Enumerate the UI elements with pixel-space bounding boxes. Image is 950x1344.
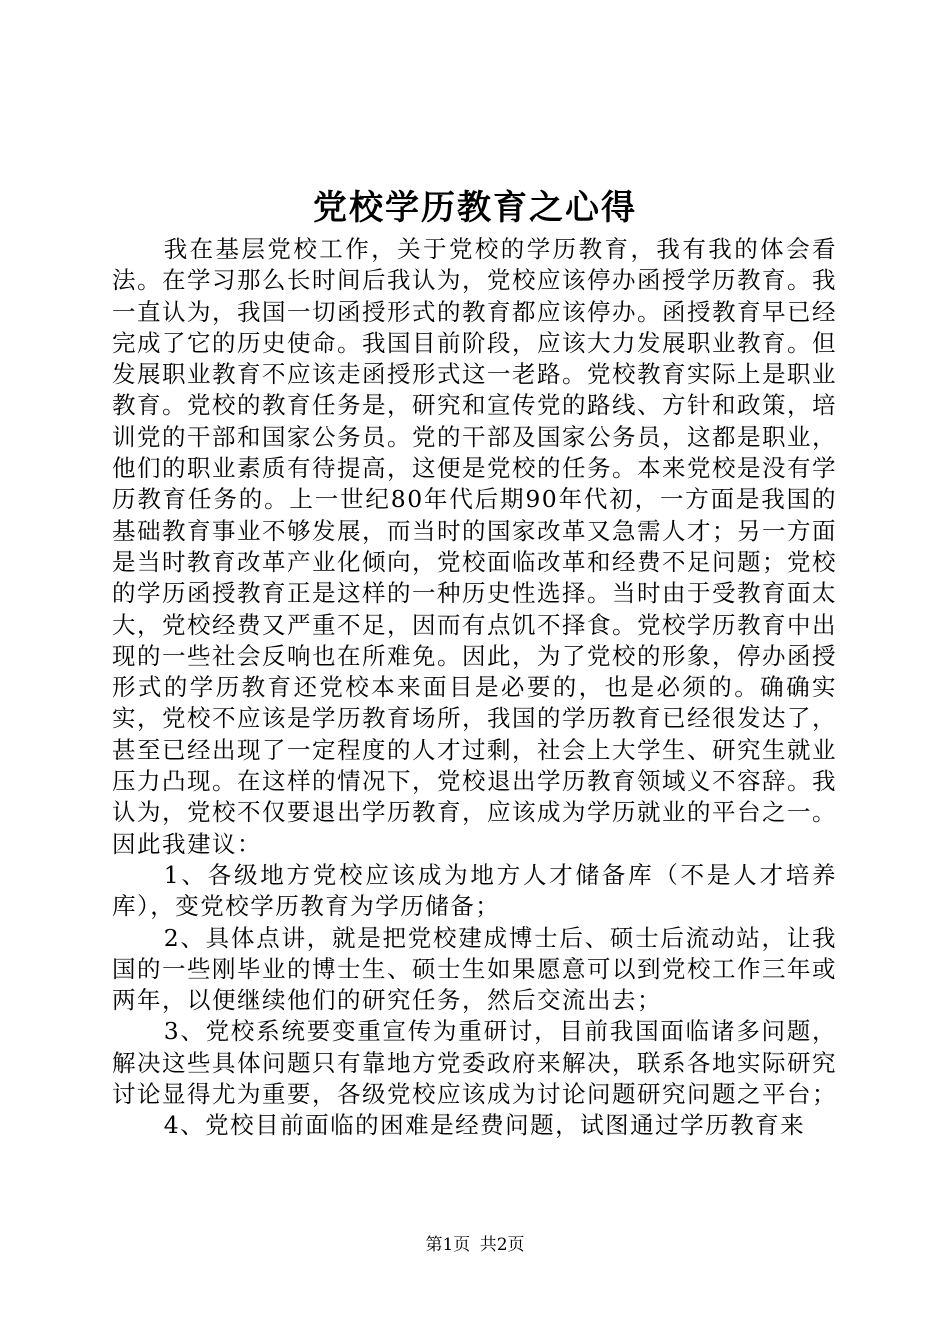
page-number: 第1页: [425, 1235, 471, 1255]
paragraph-suggestion-3: 3、党校系统要变重宣传为重研讨，目前我国面临诸多问题，解决这些具体问题只有靠地方党委政府来解决，联系各地实际研究讨论显得尤为重要，各级党校应该成为讨论问题研究问题之平台；: [112, 1017, 837, 1109]
paragraph-suggestion-4: 4、党校目前面临的困难是经费问题，试图通过学历教育来: [163, 1111, 806, 1140]
paragraph-suggestion-2: 2、具体点讲，就是把党校建成博士后、硕士后流动站，让我国的一些刚毕业的博士生、硕士生如果愿意可以到党校工作三年或两年，以便继续他们的研究任务，然后交流出去；: [112, 923, 837, 1015]
paragraph-intro: 我在基层党校工作，关于党校的学历教育，我有我的体会看法。在学习那么长时间后我认为，党校应该停办函授学历教育。我一直认为，我国一切函授形式的教育都应该停办。函授教育早已经完成了它的历史使命。我国目前阶段，应该大力发展职业教育。但发展职业教育不应该走函授形式这一老路。党校教育实际上是职业教育。党校的教育任务是，研究和宣传党的路线、方针和政策，培训党的干部和国家公务员。党的干部及国家公务员，这都是职业，他们的职业素质有待提高，这便是党校的任务。本来党校是没有学历教育任务的。上一世纪80年代后期90年代初，一方面是我国的基础教育事业不够发展，而当时的国家改革又急需人才；另一方面是当时教育改革产业化倾向，党校面临改革和经费不足问题；党校的学历函授教育正是这样的一种历史性选择。当时由于受教育面太大，党校经费又严重不足，因而有点饥不择食。党校学历教育中出现的一些社会反响也在所难免。因此，为了党校的形象，停办函授形式的学历教育还党校本来面目是必要的，也是必须的。确确实实，党校不应该是学历教育场所，我国的学历教育已经很发达了，甚至已经出现了一定程度的人才过剩，社会上大学生、研究生就业压力凸现。在这样的情况下，党校退出学历教育领域义不容辞。我认为，党校不仅要退出学历教育，应该成为学历就业的平台之一。因此我建议：: [112, 235, 837, 858]
document-title: 党校学历教育之心得: [313, 188, 637, 228]
document-body: [112, 234, 837, 1142]
page-footer: [0, 1233, 950, 1257]
page-total: 共2页: [479, 1235, 525, 1255]
paragraph-suggestion-1: 1、各级地方党校应该成为地方人才储备库（不是人才培养库），变党校学历教育为学历储备；: [112, 860, 837, 921]
